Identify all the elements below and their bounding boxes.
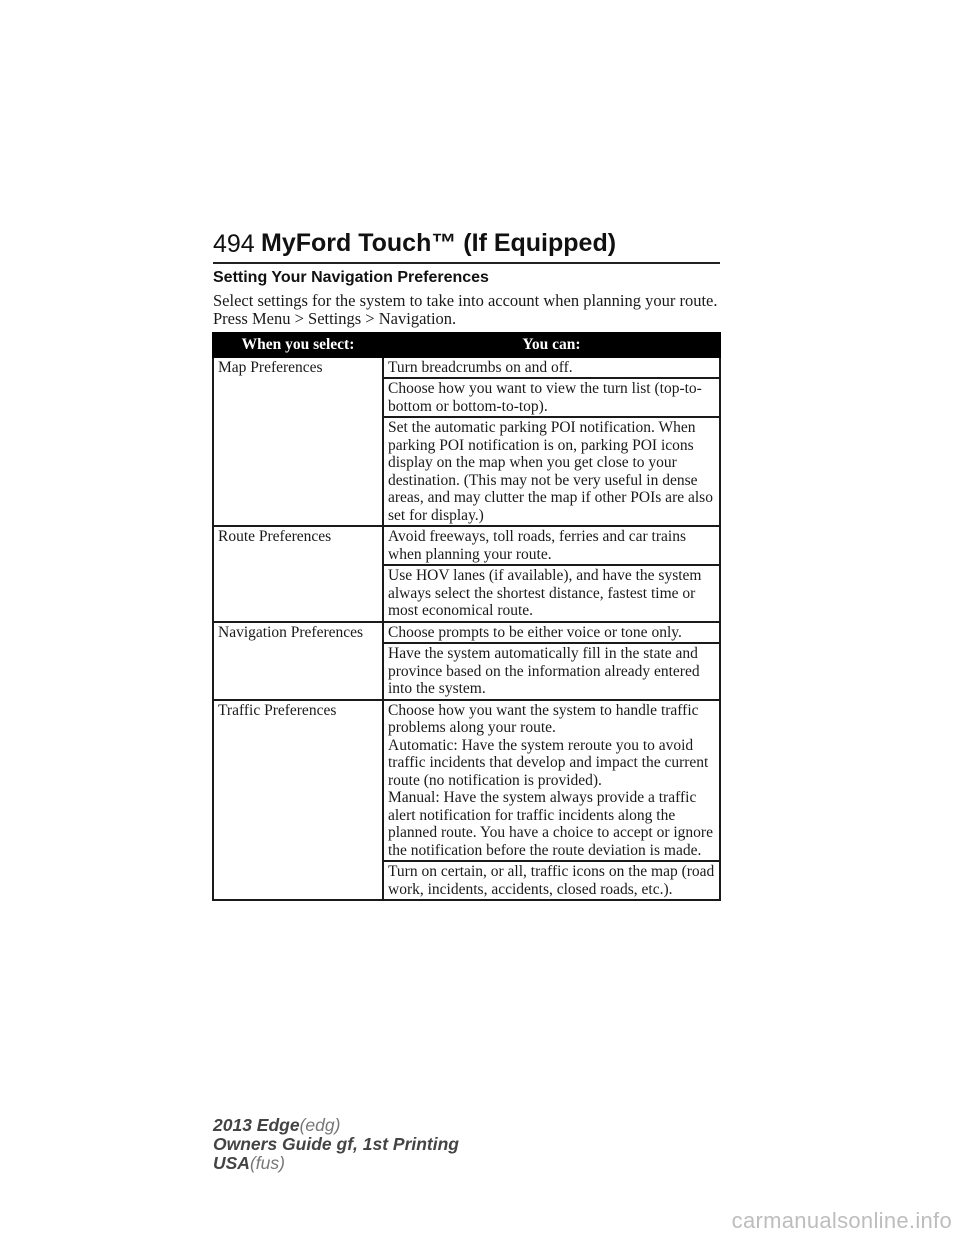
selection-route-preferences: Route Preferences (213, 526, 383, 622)
footer-model: 2013 Edge (213, 1115, 300, 1135)
action-cell: Set the automatic parking POI notification. When parking POI notification is on, parking POI icons display on the map when you get close to your destination. (This may not be very useful in dense areas, and may clutter the map if other POIs are also set for display.) (383, 417, 720, 526)
page-footer (213, 1116, 459, 1173)
selection-map-preferences: Map Preferences (213, 357, 383, 527)
table-row (213, 526, 720, 565)
selection-navigation-preferences: Navigation Preferences (213, 622, 383, 700)
action-cell: Choose prompts to be either voice or tone only. (383, 622, 720, 644)
header-you-can: You can: (383, 333, 720, 357)
action-cell: Choose how you want to view the turn list (top-to-bottom or bottom-to-top). (383, 378, 720, 417)
footer-market-code: (fus) (249, 1153, 285, 1173)
site-watermark: carmanualsonline.info (731, 1208, 952, 1233)
footer-model-code: (edg) (299, 1115, 341, 1135)
table-row (213, 357, 720, 379)
section-title: Setting Your Navigation Preferences (213, 269, 489, 286)
table-header-row (213, 333, 720, 357)
table-row (213, 700, 720, 862)
table-row (213, 622, 720, 644)
page-header (213, 228, 720, 264)
intro-paragraph: Select settings for the system to take into account when planning your route. Press Menu > Settings > Navigation. (213, 291, 718, 328)
action-cell: Turn on certain, or all, traffic icons on the map (road work, incidents, accidents, closed roads, etc.). (383, 861, 720, 900)
page-number: 494 (213, 230, 255, 258)
action-cell: Turn breadcrumbs on and off. (383, 357, 720, 379)
action-cell: Use HOV lanes (if available), and have the system always select the shortest distance, fastest time or most economical route. (383, 565, 720, 622)
footer-line-market (213, 1154, 459, 1173)
selection-traffic-preferences: Traffic Preferences (213, 700, 383, 901)
action-cell: Choose how you want the system to handle traffic problems along your route. Automatic: Have the system reroute you to avoid traffic incidents that develop and impact the current route (no notification is provided). Manual: Have the system always provide a traffic alert notification for traffic incidents along the planned route. You have a choice to accept or ignore the notification before the route deviation is made. (383, 700, 720, 862)
footer-guide: Owners Guide gf, 1st Printing (213, 1134, 459, 1154)
footer-line-guide (213, 1135, 459, 1154)
action-cell: Avoid freeways, toll roads, ferries and car trains when planning your route. (383, 526, 720, 565)
footer-line-model (213, 1116, 459, 1135)
navigation-preferences-table (212, 332, 721, 901)
action-cell: Have the system automatically fill in the state and province based on the information already entered into the system. (383, 643, 720, 700)
chapter-title: MyFord Touch™ (If Equipped) (261, 229, 617, 257)
header-when-you-select: When you select: (213, 333, 383, 357)
footer-market: USA (213, 1153, 250, 1173)
